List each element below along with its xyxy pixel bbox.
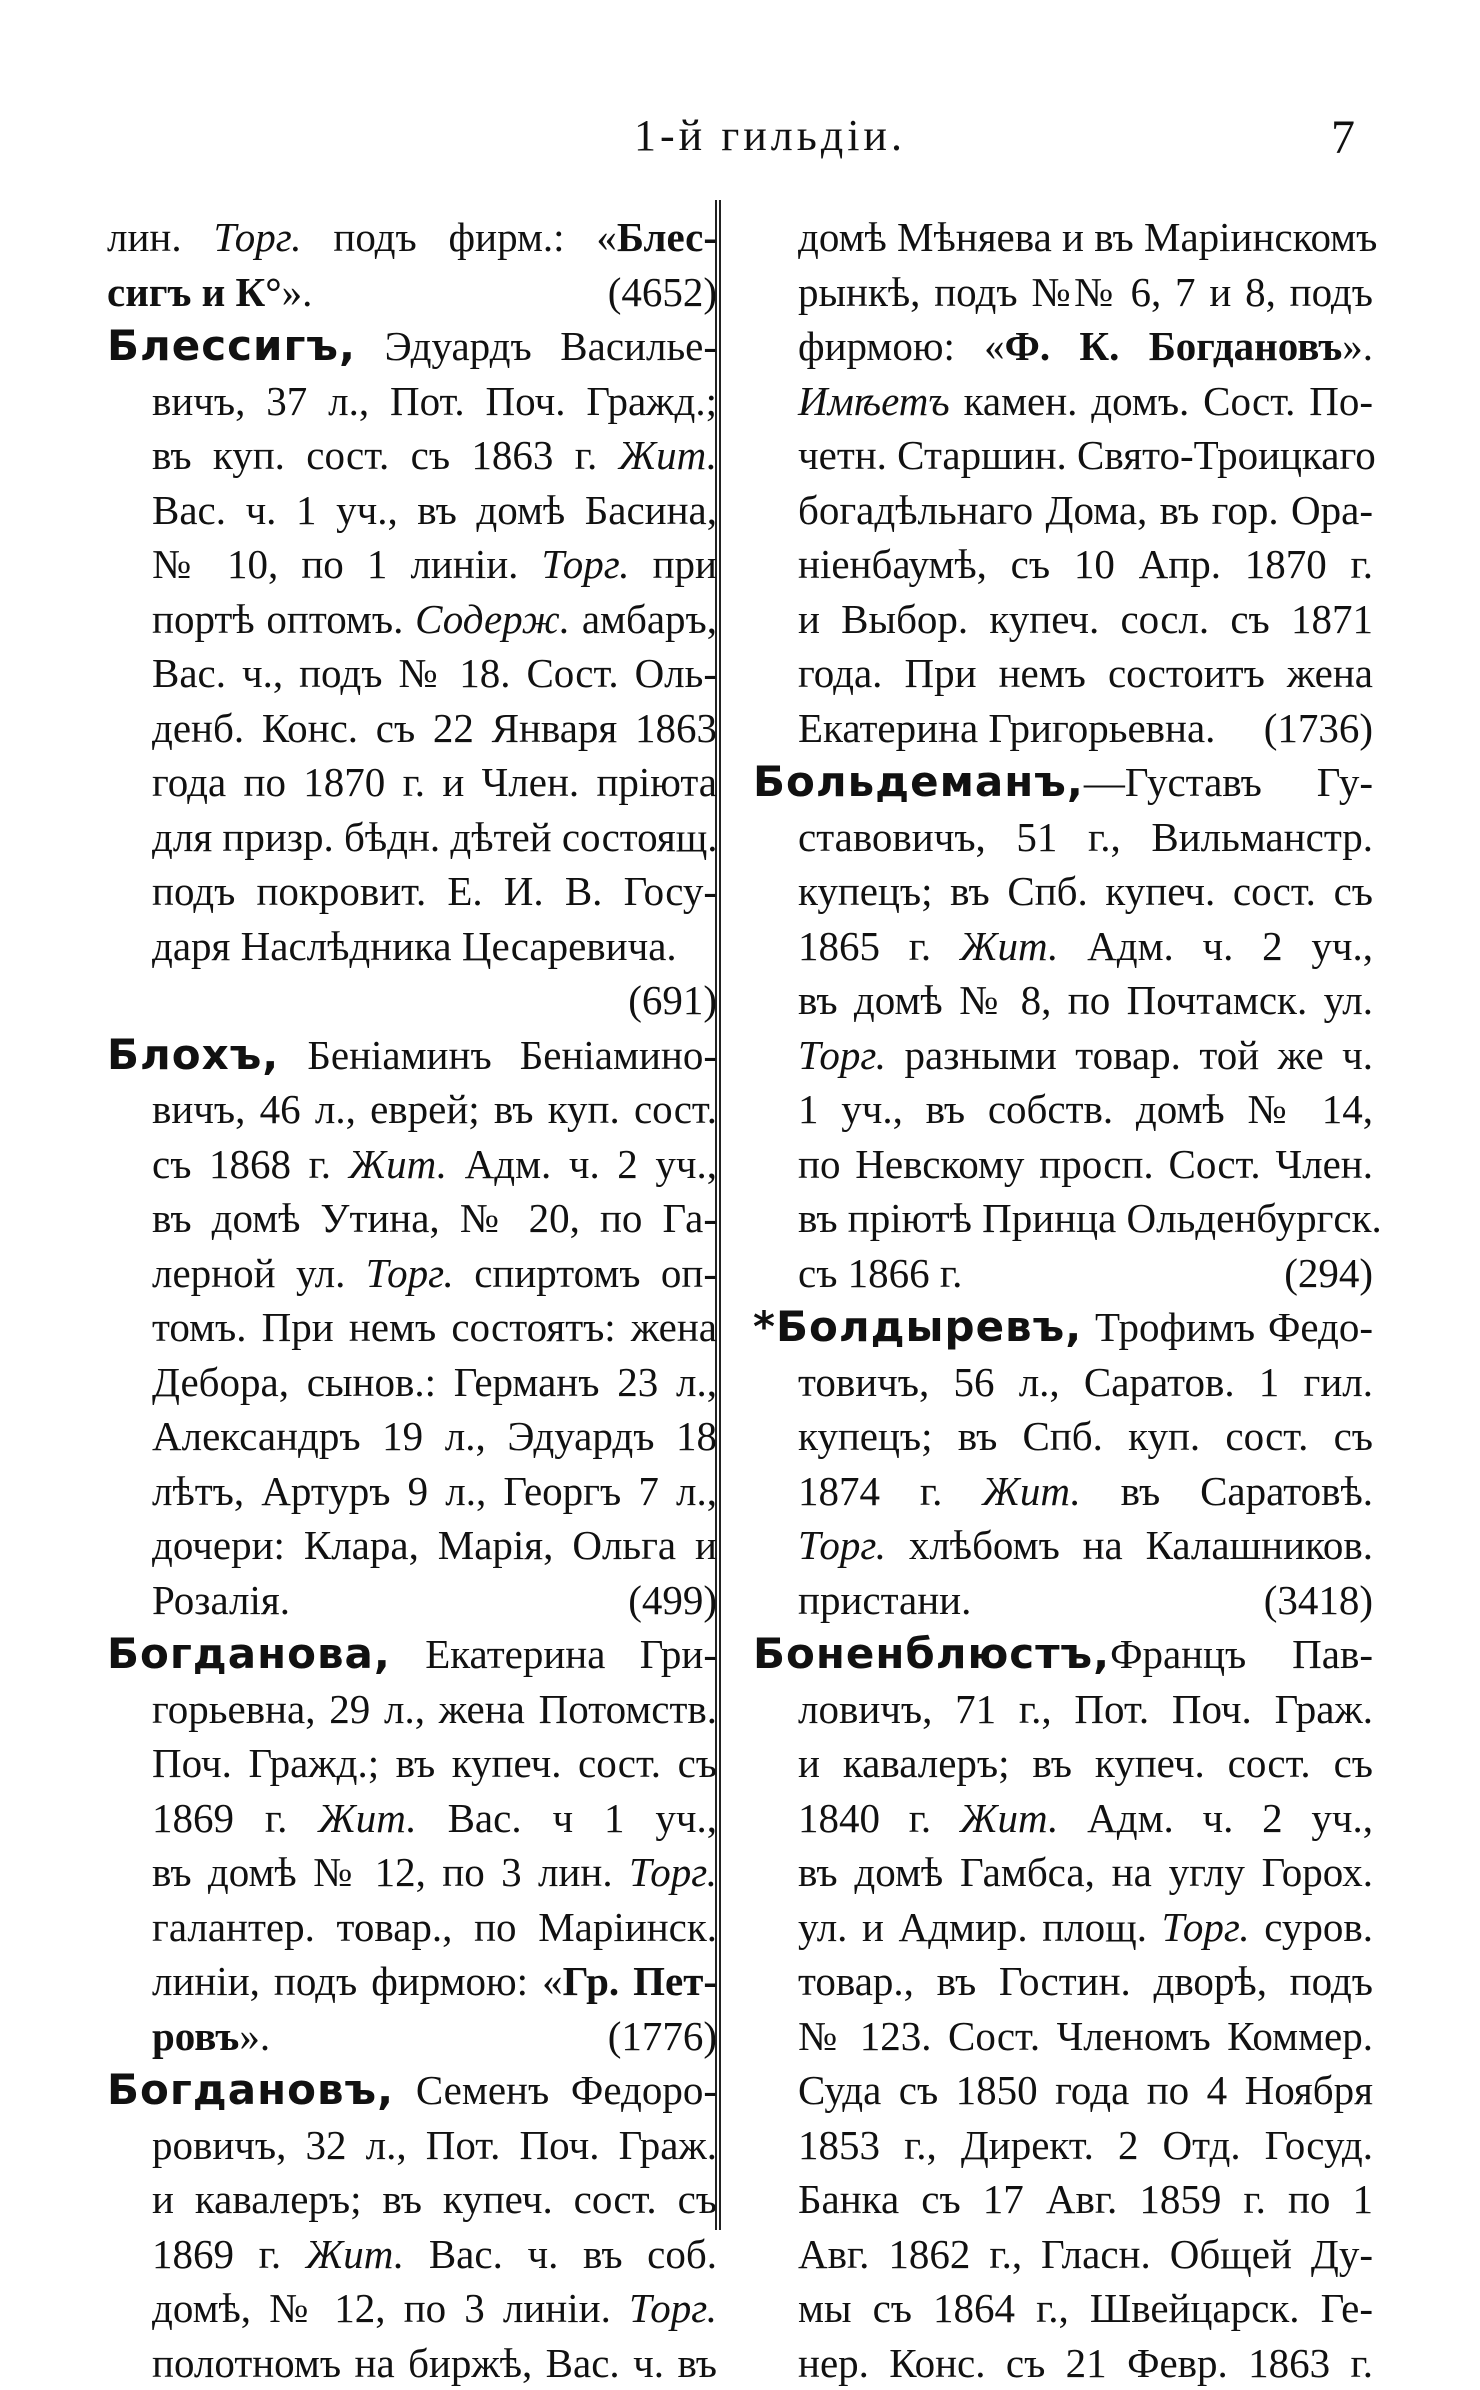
entry-line: подъ покровит. Е. И. В. Госу- — [107, 864, 717, 919]
text: Торг. — [629, 1849, 717, 1895]
entry-line — [107, 2227, 717, 2282]
text: ул. и Адмир. площ. — [798, 1904, 1162, 1950]
text: Жит. — [318, 1795, 416, 1841]
entry-line: ловичъ, 71 г., Пот. Поч. Граж. — [753, 1682, 1373, 1737]
entry-number: (691) — [628, 973, 717, 1028]
entry-line — [107, 319, 717, 374]
firm-name: сигъ и К° — [107, 269, 282, 315]
text: Розалія. — [152, 1577, 290, 1623]
text: домѣ, № 12, по 3 линіи. — [152, 2285, 629, 2331]
page-number: 7 — [1331, 110, 1355, 165]
text: камен. домъ. Сост. По- — [950, 378, 1373, 424]
text: Эдуардъ Василье- — [385, 323, 717, 369]
entry-line: дочери: Клара, Марія, Ольга и — [107, 1518, 717, 1573]
firm-name: ровъ — [152, 2013, 239, 2059]
entry-line — [107, 1137, 717, 1192]
entry-line: года по 1870 г. и Член. пріюта — [107, 755, 717, 810]
text: лин. — [107, 214, 182, 260]
text: Францъ Пав- — [1110, 1631, 1373, 1677]
entry-number: (4652) — [608, 265, 717, 320]
text: Торг. — [798, 1522, 886, 1568]
text: 1865 г. — [798, 923, 960, 969]
entry-line: и кавалеръ; въ купеч. сост. съ — [107, 2172, 717, 2227]
text: портѣ оптомъ. — [152, 596, 415, 642]
entry-line — [107, 592, 717, 647]
entry-line — [753, 1573, 1373, 1628]
entry-line: купецъ; въ Спб. куп. сост. съ — [753, 1409, 1373, 1464]
text: Адм. ч. 2 уч., — [1058, 923, 1373, 969]
text: Жит. — [960, 1795, 1058, 1841]
entry-line: нер. Конс. съ 21 Февр. 1863 г. — [753, 2336, 1373, 2390]
entry-line — [107, 210, 717, 265]
entry-number: (1776) — [608, 2009, 717, 2064]
entry-line: даря Наслѣдника Цесаревича. — [107, 919, 717, 974]
entry-line — [753, 1518, 1373, 1573]
entry-line: для призр. бѣдн. дѣтей состоящ. — [107, 810, 717, 865]
entry-line: полотномъ на биржѣ, Вас. ч. въ — [107, 2336, 717, 2390]
text: Жит. — [619, 432, 717, 478]
entry-line: горьевна, 29 л., жена Потомств. — [107, 1682, 717, 1737]
text: въ Саратовѣ. — [1081, 1468, 1373, 1514]
entry-line — [753, 701, 1373, 756]
text: Беніаминъ Беніамино- — [307, 1032, 717, 1078]
entry-line: въ домѣ Утина, № 20, по Га- — [107, 1191, 717, 1246]
entry-line — [107, 2009, 717, 2064]
entry-line — [753, 755, 1373, 810]
entry-line: и Выбор. купеч. сосл. съ 1871 — [753, 592, 1373, 647]
text: Торг. — [798, 1032, 886, 1078]
text: Торг. — [366, 1250, 454, 1296]
entry-line — [107, 537, 717, 592]
firm-name: Ф. К. Богдановъ — [1005, 323, 1343, 369]
entry-line — [753, 1300, 1373, 1355]
text: Трофимъ Федо- — [1095, 1304, 1373, 1350]
text: Жит. — [306, 2231, 404, 2277]
left-column — [107, 210, 717, 2390]
firm-name: Гр. Пет- — [563, 1958, 717, 2004]
entry-line — [107, 973, 717, 1028]
entry-line: Поч. Гражд.; въ купеч. сост. съ — [107, 1736, 717, 1791]
text: въ куп. сост. съ 1863 г. — [152, 432, 619, 478]
entry-line: товичъ, 56 л., Саратов. 1 гил. — [753, 1355, 1373, 1410]
entry-line: денб. Конс. съ 22 Января 1863 — [107, 701, 717, 756]
entry-name: Блохъ, — [107, 1030, 279, 1079]
text: Адм. ч. 2 уч., — [447, 1141, 717, 1187]
text: линіи, подъ фирмою: « — [152, 1958, 563, 2004]
text: разными товар. той же ч. — [886, 1032, 1373, 1078]
entry-line: 1 уч., въ собств. домѣ № 14, — [753, 1082, 1373, 1137]
text: при — [630, 541, 717, 587]
entry-line: купецъ; въ Спб. купеч. сост. съ — [753, 864, 1373, 919]
entry-line — [107, 1028, 717, 1083]
entry-number: (1736) — [1264, 701, 1373, 756]
text: Вас. ч. въ соб. — [404, 2231, 717, 2277]
entry-line: Банка съ 17 Авг. 1859 г. по 1 — [753, 2172, 1373, 2227]
entry-name: Больдеманъ, — [753, 757, 1084, 806]
page-header — [0, 110, 1480, 170]
entry-line — [107, 1791, 717, 1846]
entry-line: вичъ, 37 л., Пот. Поч. Гражд.; — [107, 374, 717, 429]
text: —Густавъ Гу- — [1084, 759, 1373, 805]
text: Адм. ч. 2 уч., — [1058, 1795, 1373, 1841]
entry-line: Александръ 19 л., Эдуардъ 18 — [107, 1409, 717, 1464]
entry-line: № 123. Сост. Членомъ Коммер. — [753, 2009, 1373, 2064]
entry-line: Вас. ч., подъ № 18. Сост. Оль- — [107, 646, 717, 701]
text: съ 1868 г. — [152, 1141, 349, 1187]
text: ». — [1342, 323, 1373, 369]
text: Жит. — [960, 923, 1058, 969]
entry-line: вичъ, 46 л., еврей; въ куп. сост. — [107, 1082, 717, 1137]
entry-line — [753, 1791, 1373, 1846]
entry-line: Авг. 1862 г., Гласн. Общей Ду- — [753, 2227, 1373, 2282]
text: Содерж. — [415, 596, 570, 642]
entry-line — [107, 1954, 717, 2009]
entry-line — [753, 1627, 1373, 1682]
entry-line: лѣтъ, Артуръ 9 л., Георгъ 7 л., — [107, 1464, 717, 1519]
text: Торг. — [1162, 1904, 1250, 1950]
entry-line: домѣ Мѣняева и въ Маріинскомъ — [753, 210, 1373, 265]
text: 1869 г. — [152, 2231, 306, 2277]
text: Вас. ч 1 уч., — [417, 1795, 717, 1841]
entry-name: Болдыревъ, — [776, 1302, 1082, 1351]
text: Жит. — [982, 1468, 1080, 1514]
entry-line: ровичъ, 32 л., Пот. Поч. Граж. — [107, 2118, 717, 2173]
entry-line — [107, 2281, 717, 2336]
text: Имѣетъ — [798, 378, 950, 424]
text: 1874 г. — [798, 1468, 982, 1514]
text: Торг. — [213, 214, 301, 260]
entry-line — [107, 265, 717, 320]
entry-line — [753, 1028, 1373, 1083]
text: спиртомъ оп- — [454, 1250, 717, 1296]
entry-name: Богданова, — [107, 1629, 391, 1678]
entry-line: четн. Старшин. Свято-Троицкаго — [753, 428, 1373, 483]
text: Семенъ Федоро- — [416, 2067, 717, 2113]
entry-line — [107, 1573, 717, 1628]
text: Блес- — [617, 214, 717, 260]
text: Торг. — [541, 541, 629, 587]
text: ». — [239, 2013, 270, 2059]
text: въ домѣ № 12, по 3 лин. — [152, 1849, 629, 1895]
entry-line — [753, 1246, 1373, 1301]
entry-line: мы съ 1864 г., Швейцарск. Ге- — [753, 2281, 1373, 2336]
text: ». — [282, 269, 313, 315]
entry-line — [753, 319, 1373, 374]
entry-line: въ пріютѣ Принца Ольденбургск. — [753, 1191, 1373, 1246]
entry-line: года. При немъ состоитъ жена — [753, 646, 1373, 701]
entry-line: богадѣльнаго Дома, въ гор. Ора- — [753, 483, 1373, 538]
text: суров. — [1250, 1904, 1373, 1950]
entry-line — [107, 1627, 717, 1682]
entry-line — [107, 1246, 717, 1301]
entry-line: и кавалеръ; въ купеч. сост. съ — [753, 1736, 1373, 1791]
entry-number: (294) — [1284, 1246, 1373, 1301]
entry-line: рынкѣ, подъ №№ 6, 7 и 8, подъ — [753, 265, 1373, 320]
running-title: 1-й гильдіи. — [0, 110, 1480, 161]
text: пристани. — [798, 1577, 971, 1623]
text: Екатерина Григорьевна. — [798, 705, 1215, 751]
text: 1840 г. — [798, 1795, 960, 1841]
entry-line — [753, 1464, 1373, 1519]
entry-line — [753, 1900, 1373, 1955]
text: Торг. — [629, 2285, 717, 2331]
entry-line — [107, 428, 717, 483]
entry-line — [107, 1845, 717, 1900]
entry-line: Суда съ 1850 года по 4 Ноября — [753, 2063, 1373, 2118]
entry-line: томъ. При немъ состоятъ: жена — [107, 1300, 717, 1355]
text: Екатерина Гри- — [425, 1631, 717, 1677]
text: лерной ул. — [152, 1250, 366, 1296]
text: фирмою: « — [798, 323, 1005, 369]
entry-number: (499) — [628, 1573, 717, 1628]
entry-line — [753, 919, 1373, 974]
text: хлѣбомъ на Калашников. — [886, 1522, 1373, 1568]
entry-line: по Невскому просп. Сост. Член. — [753, 1137, 1373, 1192]
entry-name: Богдановъ, — [107, 2065, 394, 2114]
text: Жит. — [349, 1141, 447, 1187]
entry-line — [753, 374, 1373, 429]
text: № 10, по 1 линіи. — [152, 541, 541, 587]
right-column — [753, 210, 1373, 2390]
entry-number: (3418) — [1264, 1573, 1373, 1628]
text: съ 1866 г. — [798, 1250, 962, 1296]
text: подъ фирм.: « — [333, 214, 617, 260]
entry-line: ніенбаумѣ, съ 10 Апр. 1870 г. — [753, 537, 1373, 592]
entry-name: Блессигъ, — [107, 321, 356, 370]
entry-line: въ домѣ Гамбса, на углу Горох. — [753, 1845, 1373, 1900]
entry-line: Вас. ч. 1 уч., въ домѣ Басина, — [107, 483, 717, 538]
text: амбаръ, — [570, 596, 717, 642]
entry-line: Дебора, сынов.: Германъ 23 л., — [107, 1355, 717, 1410]
text: 1869 г. — [152, 1795, 318, 1841]
entry-line: въ домѣ № 8, по Почтамск. ул. — [753, 973, 1373, 1028]
asterisk-mark: * — [753, 1302, 776, 1351]
entry-line: галантер. товар., по Маріинск. — [107, 1900, 717, 1955]
entry-line: ставовичъ, 51 г., Вильманстр. — [753, 810, 1373, 865]
entry-line — [107, 2063, 717, 2118]
entry-line: товар., въ Гостин. дворѣ, подъ — [753, 1954, 1373, 2009]
entry-line: 1853 г., Директ. 2 Отд. Госуд. — [753, 2118, 1373, 2173]
entry-name: Боненблюстъ, — [753, 1629, 1110, 1678]
